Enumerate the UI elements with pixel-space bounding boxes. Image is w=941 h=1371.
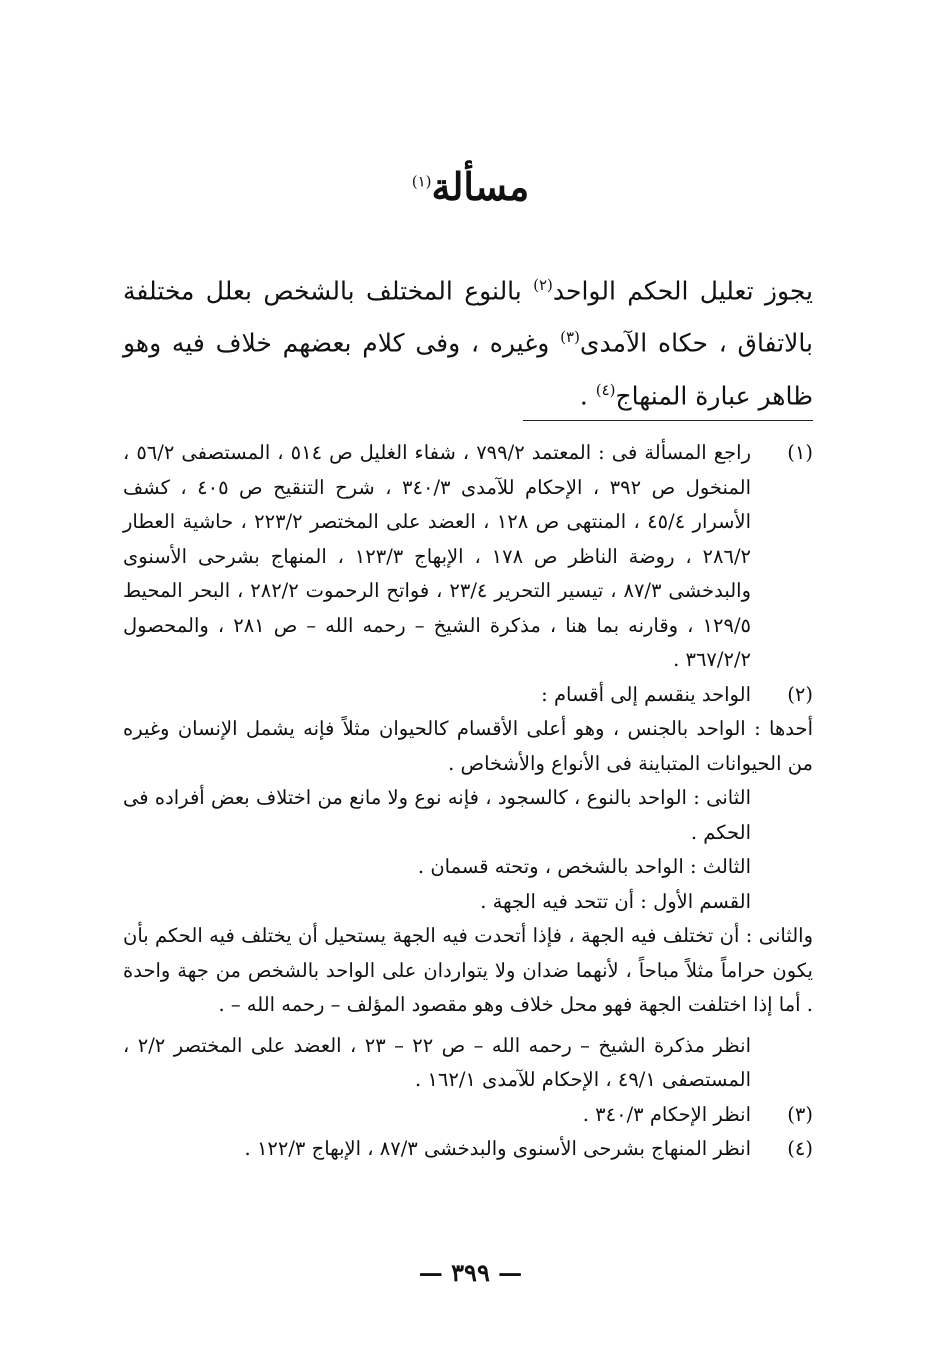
footnote-text: انظر مذكرة الشيخ – رحمه الله – ص ٢٢ – ٢٣ ، العضد على المختصر ٢/٢ ، المستصفى ٤٩/١ ، الإحكام للآمدى ١٦٢/١ .: [123, 1033, 751, 1091]
footnote-number: (٤): [787, 1137, 813, 1160]
footnote-2-second-kind: الثانى : الواحد بالنوع ، كالسجود ، فإنه نوع ولا مانع من اختلاف بعض أفراده فى الحكم .: [123, 786, 751, 844]
footnote-ref-3: (٣): [560, 328, 580, 347]
footnote-number: (٣): [787, 1102, 813, 1126]
footnote-4: [123, 1132, 813, 1167]
footnote-text: انظر الإحكام ٣٤٠/٣ .: [582, 1102, 751, 1126]
page-number: — ٣٩٩ —: [418, 1258, 523, 1287]
footnote-ref-1: (١): [411, 172, 432, 191]
section-title-text: مسألة: [431, 164, 530, 209]
footnote-number: (٢): [787, 682, 813, 706]
section-title: [0, 164, 941, 209]
main-text-part-1: يجوز تعليل الحكم الواحد: [552, 276, 813, 306]
main-paragraph: [123, 262, 813, 419]
footnote-2-second-section: والثانى : أن تختلف فيه الجهة ، فإذا أتحدت فيه الجهة يستحيل أن يختلف فيه الحكم بأن يكون حراماً مثلاً مباحاً ، لأنهما ضدان ولا يتواردان على الواحد بالشخص من جهة واحدة . أما إذا اختلفت الجهة فهو محل خلاف وهو مقصود المؤلف – رحمه الله – .: [123, 924, 813, 1016]
main-text-part-4: .: [579, 380, 596, 410]
footnote-3: [123, 1098, 813, 1133]
footnote-2-references: [123, 1029, 813, 1098]
footnotes: [123, 436, 813, 1167]
footnote-text: انظر المنهاج بشرحى الأسنوى والبدخشى ٨٧/٣ ، الإبهاج ١٢٢/٣ .: [244, 1137, 751, 1160]
footnote-text: الواحد ينقسم إلى أقسام :: [541, 682, 751, 706]
footnote-text: راجع المسألة فى : المعتمد ٧٩٩/٢ ، شفاء الغليل ص ٥١٤ ، المستصفى ٥٦/٢ ، المنخول ص ٣٩٢ ، الإحكام للآمدى ٣٤٠/٣ ، شرح التنقيح ص ٤٠٥ ، كشف الأسرار ٤٥/٤ ، المنتهى ص ١٢٨ ، العضد على المختصر ٢٢٣/٢ ، حاشية العطار ٢٨٦/٢ ، روضة الناظر ص ١٧٨ ، الإبهاج ١٢٣/٣ ، المنهاج بشرحى الأسنوى والبدخشى ٨٧/٣ ، تيسير التحرير ٢٣/٤ ، فواتح الرحموت ٢٨٢/٢ ، البحر المحيط ١٢٩/٥ ، وقارنه بما هنا ، مذكرة الشيخ – رحمه الله – ص ٢٨١ ، والمحصول ٣٦٧/٢/٢ .: [123, 441, 752, 671]
footnote-2-first-section: القسم الأول : أن تتحد فيه الجهة .: [480, 889, 751, 913]
footnote-1: [123, 436, 813, 678]
footnote-number: (١): [787, 441, 813, 464]
footnote-ref-4: (٤): [595, 380, 616, 399]
footnote-2-first-kind: أحدها : الواحد بالجنس ، وهو أعلى الأقسام كالحيوان مثلاً فإنه يشمل الإنسان وغيره من الحيوانات المتباينة فى الأنواع والأشخاص .: [123, 717, 813, 775]
main-text-part-3: وغيره ، وفى كلام بعضهم خلاف فيه وهو ظاهر عبارة المنهاج: [123, 328, 813, 410]
footnote-separator: [523, 420, 813, 421]
footnote-2-heading: [123, 678, 813, 713]
footnote-ref-2: (٢): [533, 276, 553, 294]
footnote-2-body: [123, 781, 813, 919]
main-text-part-2: بالنوع المختلف بالشخص بعلل مختلفة بالاتفاق ، حكاه الآمدى: [123, 276, 813, 358]
footnote-2-third-kind: الثالث : الواحد بالشخص ، وتحته قسمان .: [417, 855, 751, 878]
